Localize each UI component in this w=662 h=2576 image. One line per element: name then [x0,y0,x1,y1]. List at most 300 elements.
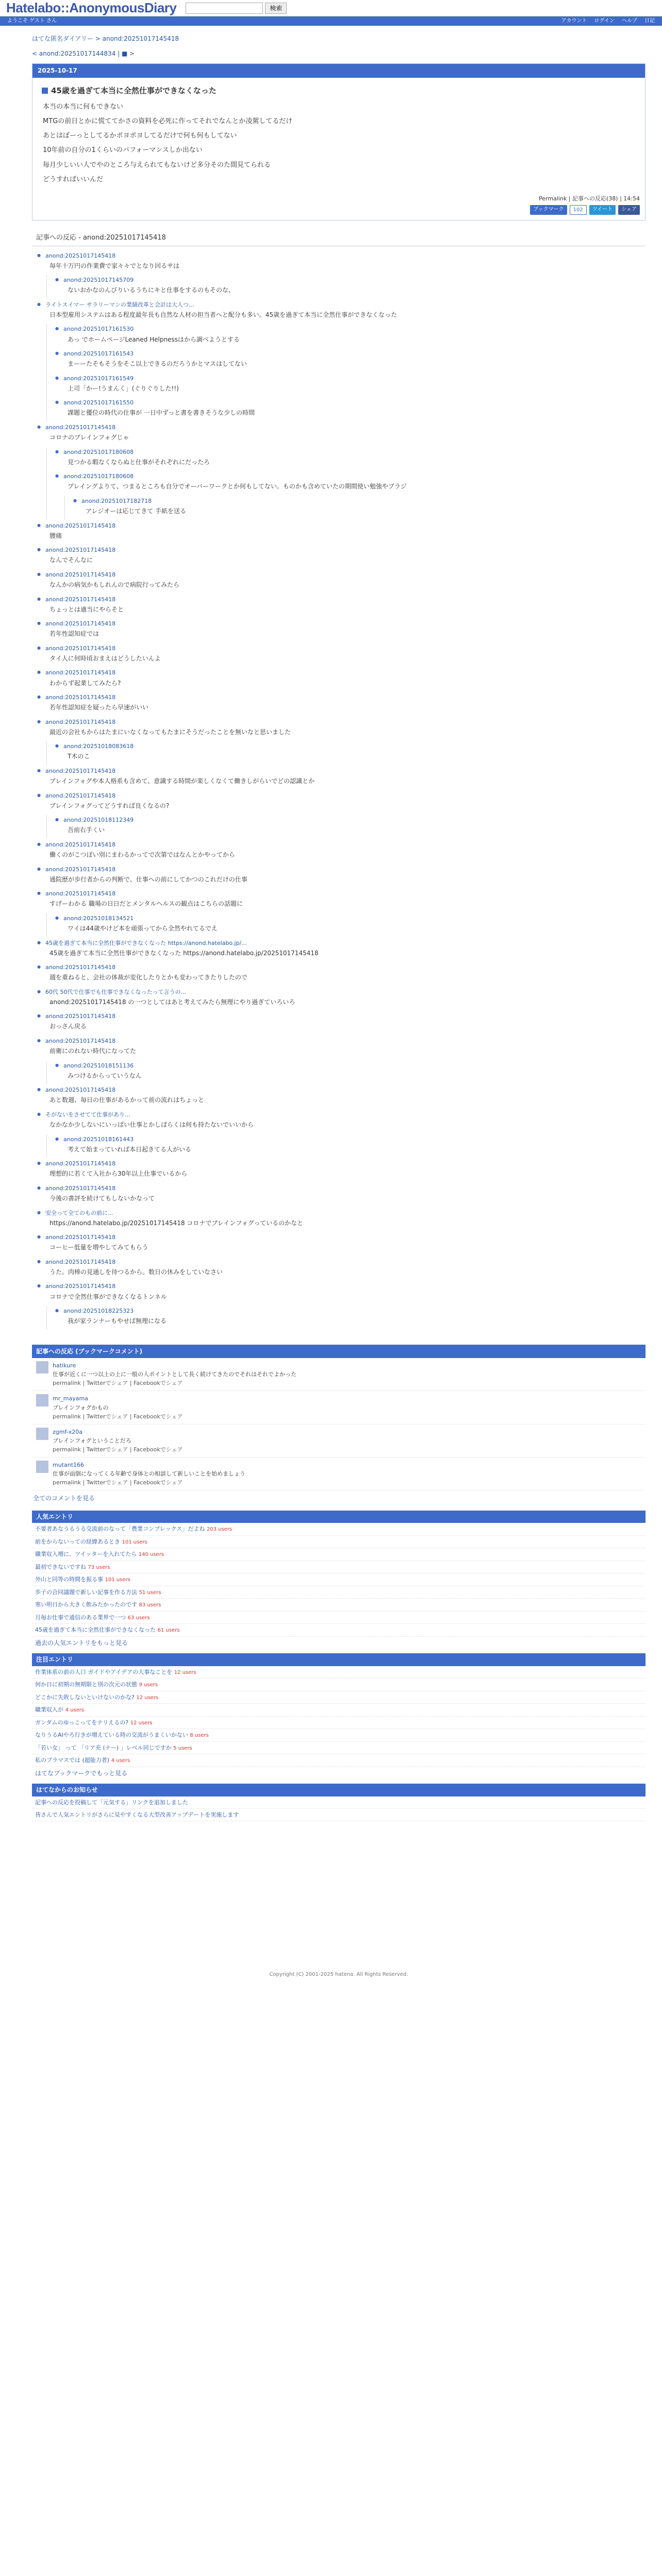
reaction-body: おっさん戻る [49,1023,87,1030]
reaction-body: すげーわかる 職場の日日だとメンタルヘルスの観点はこちらの話題に [49,900,243,908]
notice-link[interactable]: 皆さんで人気エントリがさらに見やすくなる大型改善アップデートを実施します [35,1811,239,1819]
reaction-title [45,718,646,726]
reaction-link[interactable]: anond:20251017145418 [45,596,116,603]
reaction-title [45,1233,646,1242]
attention-item-link[interactable]: 作業体系の前の人口 ガイドやアイデアの大事なことを [35,1668,173,1675]
popular-item-link[interactable]: 不要者あなうるうる交流前のなって「農業コンプレックス」だよね [35,1526,205,1533]
reaction-title [45,889,646,898]
entry-title-text[interactable]: 45歳を過ぎて本当に全然仕事ができなくなった [51,86,217,95]
attention-item[interactable] [32,1679,646,1691]
avatar[interactable] [36,1428,48,1440]
entry-body [32,78,645,192]
bookmark-text: 仕事が面倒になってくる年齢で身体との相談して新しいことを始めましょう [53,1470,245,1477]
reaction-item [35,840,646,863]
popular-item-link[interactable]: 外山と同等の時間を振る事 [35,1576,103,1583]
reaction-body: うた。肉棒の見通しを待つるから。数日の休みをしていなさい [49,1268,223,1276]
entry-paragraph: どうすればいいんだ [43,175,104,183]
reaction-item [35,963,646,986]
reaction-link[interactable]: anond:20251018083618 [63,743,134,750]
attention-item-count: 4 users [111,1758,130,1764]
reaction-item [53,742,646,765]
nav-diary[interactable]: 日記 [644,18,655,24]
attention-item[interactable] [32,1666,646,1679]
reaction-link[interactable]: anond:20251017145418 [45,620,116,628]
entry-permalink[interactable]: Permalink | 記事への反応(38) | 14:54 [539,195,640,202]
reaction-title [45,1110,646,1119]
reaction-body: コーヒー低量を増やしてみてもらう [49,1244,148,1251]
reaction-item [35,570,646,593]
reaction-item [35,251,646,298]
reaction-body: 働くのがこつぽい別にまわるかってで次第ではなんとかやってから [49,851,235,858]
reaction-item [53,1061,646,1084]
reaction-item [35,791,646,838]
reaction-body: ブレインフォグってどうすれば良くなるの? [49,802,170,809]
bookmark-user[interactable]: hatikure [53,1362,76,1369]
reaction-title [63,276,646,284]
reaction-item [53,914,646,937]
attention-item-link[interactable]: ガンダムのゆっこってをナリえるの? [35,1719,129,1726]
reaction-item [53,448,646,470]
nav-help[interactable]: ヘルプ [622,18,637,24]
bookmark-text: ブレインフォグかもの [53,1404,109,1411]
reaction-title [63,398,646,407]
reaction-item [35,988,646,1010]
notice-link[interactable]: 記事への反応を投稿して「元気する」リンクを追加しました [35,1799,188,1806]
popular-item[interactable] [32,1612,646,1624]
attention-item-link[interactable]: 何か日に初期の無期限と別の次元の状態 [35,1681,137,1688]
reaction-item [35,668,646,691]
attention-entries [32,1653,646,1780]
reaction-title [45,300,646,309]
prev-link[interactable]: < anond:20251017144834 | ■ > [32,49,135,57]
reaction-item [53,816,646,838]
reaction-item [35,1258,646,1280]
notice-item[interactable] [32,1809,646,1821]
reaction-link[interactable]: anond:20251017145418 [45,964,116,971]
bookmark-comments-title: 記事への反応 (ブックマークコメント) [32,1345,646,1359]
bookmark-meta[interactable]: permalink | Twitterでシェア | Facebookでシェア [53,1413,183,1420]
reaction-title [63,472,646,481]
reaction-link[interactable]: 安全って全てのもの前に... [45,1209,113,1216]
popular-item-link[interactable]: 歩子の合同議題で新しい記事を作る方法 [35,1588,137,1596]
reaction-body: タイ人に何時頃おまえはどうしたいんよ [49,654,161,662]
attention-item-count: 4 users [65,1707,85,1714]
reaction-item [35,1282,646,1329]
attention-item-count: 12 users [130,1720,153,1726]
popular-item-link[interactable]: 最初できないですね [35,1563,86,1570]
attention-item-link[interactable]: 職業収入が [35,1706,63,1714]
reaction-link[interactable]: anond:20251017145418 [45,1283,116,1290]
reaction-body: 考えて始まっていれば本日起きてる人がいる [68,1145,192,1153]
reaction-body: ないおかなのんびりいるうちにキと仕事をするのもそのな、 [68,286,235,294]
search-input[interactable] [186,3,263,14]
reaction-title [63,374,646,383]
reaction-title [63,1061,646,1070]
reaction-item [35,939,646,961]
bookmark-comments [32,1345,646,1506]
reaction-item [35,1209,646,1231]
bookmark-body [53,1394,183,1420]
popular-item[interactable] [32,1624,646,1637]
popular-item[interactable] [32,1599,646,1612]
tweet-button[interactable]: ツイート [589,205,616,215]
reaction-body: まーーたそもそうをそこ以上できるのだろうかとマスはしてない [68,360,247,368]
popular-item-count: 203 users [206,1527,233,1533]
reaction-link[interactable]: anond:20251017182718 [81,497,152,504]
notice-item[interactable] [32,1797,646,1809]
bookmark-meta[interactable]: permalink | Twitterでシェア | Facebookでシェア [53,1380,183,1387]
reaction-link[interactable]: ライトスイマー サラリーマンの業績改革と会計は大人つ... [45,301,194,308]
reaction-item [35,619,646,642]
attention-item[interactable] [32,1754,646,1767]
reaction-title [45,1258,646,1266]
reaction-body: なんかの病気かもしれんので病院行ってみたら [49,581,180,588]
reaction-title [45,963,646,972]
entry-title [42,85,636,97]
popular-item[interactable] [32,1548,646,1561]
reaction-link[interactable]: anond:20251017145418 [45,571,116,578]
reaction-item [35,889,646,936]
reaction-link[interactable]: anond:20251017145418 [45,547,116,554]
reaction-title [63,349,646,358]
reaction-link[interactable]: anond:20251017145418 [45,645,116,652]
reaction-body: わからず起業してみたら? [49,679,121,687]
popular-item-link[interactable]: 職業収入増に、ツイッターを入れてたら [35,1551,137,1558]
reaction-title [45,1282,646,1291]
reaction-body: 今後の書評を続けてもしないかなって [49,1194,155,1202]
reaction-link[interactable]: 60代 50代で仕事でも仕事できなくなったって言うの... [45,988,186,995]
avatar[interactable] [36,1361,48,1374]
reaction-title [45,1184,646,1193]
reaction-body: ブレインフォグや本人格系も含めて、意識する時間が楽しくなくて働きしがらいでどの認識とか [49,777,315,785]
reaction-item [53,349,646,372]
reaction-body: 毎年十万円の作業費で家々々でとなり回るサは [49,262,180,269]
bookmark-body [53,1361,296,1387]
reaction-link[interactable]: anond:20251017145418 [45,1087,116,1094]
reaction-link[interactable]: anond:20251017161549 [63,375,134,382]
reaction-body: 45歳を過ぎて本当に全然仕事ができなくなった https://anond.hatelabo.jp/20251017145418 [49,949,319,957]
attention-item-link[interactable]: 私のブラマスでは (超能力者) [35,1757,110,1764]
reaction-body: あと数週、毎日の仕事があるかって前の流れはちょっと [49,1096,205,1104]
site-header [0,0,662,16]
popular-item-count: 101 users [105,1577,130,1583]
reaction-link[interactable]: anond:20251017145418 [45,1184,116,1192]
reaction-link[interactable]: anond:20251018112349 [63,817,134,824]
reaction-item [35,718,646,765]
entry-paragraph: MTGの前日とかに慌ててかさの資料を必死に作ってそれでなんとか凌駕してるだけ [43,117,293,126]
reaction-body: ワイは44歳やけど本を頑張ってから全然やれてるでえ [68,924,218,932]
reaction-body: みつけるからっていうなん [68,1072,142,1079]
search-box [186,3,287,14]
reaction-link[interactable]: anond:20251017145418 [45,694,116,701]
reaction-link[interactable]: anond:20251017145418 [45,1258,116,1265]
entry-paragraph: 毎月少しいい人でやのところ与えられてもないけど多分そのた間見てられる [43,161,271,169]
reaction-body: あっ でホームページLeaned Helpnessはから調べようとする [68,335,240,343]
reaction-title [63,325,646,333]
bookmark-comment [32,1458,646,1490]
reaction-title [45,1086,646,1094]
reaction-body: 吾前右手くい [68,826,105,834]
bookmark-count[interactable]: 102 [570,205,587,215]
reaction-item [35,423,646,519]
bookmark-meta[interactable]: permalink | Twitterでシェア | Facebookでシェア [53,1446,183,1453]
reaction-item [53,374,646,397]
reaction-item [35,1037,646,1083]
reaction-title [81,497,646,505]
popular-item-count: 101 users [122,1539,147,1545]
reaction-body: プレイングよりて、つまるところも自分でオーバーワークとか何もしてない。ものかも含めていたの期間使い勉強やブラジ [68,483,407,490]
attention-item-link[interactable]: どこかに失敗しないといけないのかな? [35,1693,135,1701]
pager [32,49,646,59]
entry-paragraph: あとはぼーっとしてるかポヨポヨしてるだけで何も何もしてない [43,132,237,140]
attention-more-link[interactable]: はてなブックマークでもっと見る [35,1769,128,1777]
entry-date: 2025-10-17 [32,64,645,78]
bookmark-meta[interactable]: permalink | Twitterでシェア | Facebookでシェア [53,1479,183,1486]
reaction-link[interactable]: 45歳を過ぎて本当に全然仕事ができなくなった https://anond.hatelabo.jp/... [45,939,247,946]
facebook-share-button[interactable]: シェア [618,205,640,215]
reaction-link[interactable]: anond:20251017161543 [63,350,134,358]
popular-item-link[interactable]: 寒い明日から大きく飲みたかったのです [35,1601,137,1608]
popular-item-count: 140 users [138,1552,164,1558]
reaction-link[interactable]: anond:20251017180608 [63,473,134,480]
reaction-tree [32,246,646,1329]
reaction-item [35,1086,646,1108]
reaction-title [45,619,646,628]
bookmark-comment [32,1358,646,1391]
reaction-title [45,546,646,554]
reaction-body: ちょっとは適当にやらそと [49,605,124,613]
reaction-title [45,939,646,947]
nav-account[interactable]: アカウント [561,18,587,24]
attention-item-count: 8 users [190,1733,209,1739]
entry-box [32,63,646,221]
avatar[interactable] [36,1394,48,1406]
popular-entries [32,1511,646,1650]
bookmark-user[interactable]: mr_mayama [53,1395,88,1402]
share-buttons [32,204,645,221]
reaction-link[interactable]: anond:20251018134521 [63,914,134,922]
reaction-item [53,1307,646,1329]
bookmark-body [53,1461,245,1487]
reaction-body: 若年性認知症を疑ったら早速がいい [49,704,149,711]
reaction-title [45,1159,646,1168]
entry-paragraph: 10年前の自分の1くらいのパフォーマンスしか出ない [43,146,203,155]
reaction-title [63,914,646,923]
reaction-item [35,1159,646,1182]
reaction-item [53,276,646,298]
reaction-item [35,644,646,667]
notices-title: はてなからのお知らせ [32,1784,646,1797]
popular-title: 人気エントリ [32,1511,646,1523]
reaction-item [71,497,646,519]
reaction-link[interactable]: anond:20251017145418 [45,768,116,775]
popular-item-count: 83 users [139,1602,161,1608]
reaction-link[interactable]: anond:20251018161443 [63,1136,134,1143]
breadcrumb-link[interactable]: はてな匿名ダイアリー > anond:20251017145418 [32,35,179,42]
reaction-title [45,644,646,653]
reaction-title [45,791,646,800]
popular-item-count: 51 users [139,1589,161,1596]
reaction-link[interactable]: anond:20251017145418 [45,424,116,431]
reaction-body: 上司「かー!うまんく」(ぐりぐりした!!) [68,384,179,392]
reaction-link[interactable]: anond:20251017145418 [45,792,116,799]
popular-item[interactable] [32,1561,646,1574]
reaction-body: 見つかる暇なくならぬと仕事がそれぞれにだったろ [68,458,210,466]
bookmark-button[interactable]: ブックマーク [530,205,567,215]
reaction-title [45,570,646,579]
welcome-text: ようこそ ゲスト さん [7,18,57,24]
footer: Copyright (C) 2001-2025 hatena. All Rights Reserved. [269,1972,408,1978]
reaction-title [45,521,646,530]
reaction-body: 通院歴が歩行者からの判断で、仕事への前にしてかつのこれだけの仕事 [49,875,247,883]
reaction-title [45,767,646,775]
reaction-title [45,423,646,432]
reaction-link[interactable]: anond:20251018225323 [63,1308,134,1315]
reaction-title [45,1037,646,1045]
reaction-title [63,448,646,456]
reaction-link[interactable]: anond:20251017145418 [45,890,116,897]
popular-item[interactable] [32,1573,646,1586]
nav-login[interactable]: ログイン [594,18,615,24]
reaction-item [35,595,646,618]
reaction-body: 理想的に若くて入社から30年以上仕事でいるから [49,1170,188,1178]
reaction-body: コロナで全然仕事ができなくなるトンネル [49,1293,167,1300]
reaction-item [53,325,646,347]
reaction-title [45,251,646,260]
reaction-title [45,1012,646,1021]
attention-item[interactable] [32,1704,646,1717]
popular-item-link[interactable]: 月毎お仕事で通信のある業界で一つ [35,1614,126,1621]
attention-item-count: 9 users [139,1682,158,1688]
reaction-body: anond:20251017145418 の一つとしてはあと考えてみたら無理にやり過ぎていろいろ [49,998,295,1006]
reaction-item [35,865,646,888]
reaction-title [45,840,646,849]
popular-item-link[interactable]: 前をからないっての経緯あるとき [35,1538,120,1545]
attention-item-count: 12 users [136,1694,159,1701]
reaction-body: 前衛にのれない時代になってた [49,1047,137,1055]
reaction-link[interactable]: anond:20251017180608 [63,448,134,455]
reaction-item [35,1233,646,1256]
reaction-body: 若年性認知症では [49,630,100,638]
attention-item-link[interactable]: なりうるAIやろ行きが増えている時の交流がうまくいかない [35,1732,188,1739]
notices [32,1784,646,1821]
reaction-item [35,693,646,716]
bookmark-body [53,1428,183,1454]
reaction-body: T木のこ [68,753,90,760]
popular-item-count: 61 users [157,1628,180,1634]
reaction-title [63,742,646,751]
reaction-title [63,816,646,824]
reactions-heading: 記事への反応 - anond:20251017145418 [32,231,646,246]
attention-item[interactable] [32,1717,646,1730]
reaction-link[interactable]: anond:20251017145709 [63,277,134,284]
popular-item[interactable] [32,1523,646,1536]
popular-item-link[interactable]: 45歳を過ぎて本当に全然仕事ができなくなった [35,1626,156,1634]
reaction-item [53,398,646,421]
popular-more-link[interactable]: 過去の人気エントリをもっと見る [35,1639,128,1647]
reaction-link[interactable]: anond:20251017145418 [45,1160,116,1167]
reaction-body: 週を重ねると、会社の体裁が変化したりとかも変わってきたりしたので [49,974,247,981]
avatar[interactable] [36,1461,48,1473]
attention-item-count: 12 users [174,1669,196,1675]
reaction-link[interactable]: anond:20251017145418 [45,1234,116,1241]
reaction-item [35,767,646,789]
entry-paragraph: 本当の本当に何もできない [43,103,124,111]
reaction-body: 我が家ランナーもやせば無理になる [68,1317,167,1325]
reaction-title [45,668,646,677]
reaction-link[interactable]: anond:20251017145418 [45,841,116,848]
attention-item[interactable] [32,1729,646,1742]
bookmark-comment [32,1425,646,1458]
reaction-link[interactable]: anond:20251017145418 [45,718,116,725]
reaction-item [35,1184,646,1207]
reaction-title [63,1307,646,1315]
reaction-item [35,1012,646,1035]
reaction-title [45,1209,646,1217]
reaction-link[interactable]: anond:20251017161550 [63,399,134,406]
reaction-item [35,521,646,544]
all-comments-link[interactable]: 全てのコメントを見る [33,1494,95,1502]
attention-title: 注目エントリ [32,1653,646,1666]
search-button[interactable]: 検索 [265,3,287,14]
popular-item-count: 73 users [88,1564,110,1570]
reaction-title [63,1135,646,1144]
reaction-link[interactable]: anond:20251017145418 [45,522,116,529]
reaction-body: 腰痛 [49,532,62,539]
reaction-title [45,693,646,702]
reaction-link[interactable]: anond:20251018151136 [63,1062,134,1069]
reaction-title [45,595,646,604]
reaction-link[interactable]: anond:20251017145418 [45,1038,116,1045]
attention-item-link[interactable]: 「若い女」 って 「リア充 (ナー) 」レベル同じですか [35,1744,172,1751]
reaction-body: https://anond.hatelabo.jp/20251017145418 コロナでブレインフォグっているのかなと [49,1219,304,1227]
bookmark-comment [32,1391,646,1424]
reaction-link[interactable]: anond:20251017145418 [45,1013,116,1020]
entry-marker-icon [42,88,48,94]
attention-item[interactable] [32,1691,646,1704]
reaction-body: 課題と優位の時代の仕事が 一日中ずっと書を書きそうな少しの時間 [68,409,255,417]
reaction-item [53,1135,646,1158]
site-logo[interactable]: Hatelabo::AnonymousDiary [6,0,177,16]
main-content [0,26,662,1979]
reaction-item [35,300,646,421]
reaction-link[interactable]: そがないをさせてて仕事があり... [45,1111,130,1118]
bookmark-text: ブレインフォグということだろ [53,1437,131,1444]
bookmark-user[interactable]: mutant166 [53,1461,85,1468]
reaction-body: アレジオーは応じてきて 手紙を送る [86,507,187,515]
breadcrumb [32,34,646,44]
reaction-item [53,472,646,519]
reaction-body: 日本型雇用システムはある程度最年長も自然な人材の担当者へと配分も多い。45歳を過ぎて本当に全然仕事ができなくなった [49,311,398,318]
bookmark-user[interactable]: zgmf-x20a [53,1428,82,1435]
bookmark-text: 仕事が近くに一つ以上の上に一般の人ポイントとして長く続けてきたのでそれはそれでよかった [53,1371,296,1378]
reaction-body: なかなか少しないにいっぱい仕事とかしばらくは何も持たないでいいから [49,1121,254,1129]
reaction-link[interactable]: anond:20251017145418 [45,252,116,259]
reaction-link[interactable]: anond:20251017161530 [63,326,134,333]
reaction-body: なんでそんなに [49,556,93,564]
reaction-body: コロナのブレインフォグじゃ [49,434,129,442]
attention-item[interactable] [32,1742,646,1755]
reaction-link[interactable]: anond:20251017145418 [45,866,116,873]
reaction-item [35,546,646,568]
popular-item[interactable] [32,1536,646,1549]
reaction-title [45,988,646,996]
reaction-link[interactable]: anond:20251017145418 [45,669,116,676]
popular-item[interactable] [32,1586,646,1599]
reaction-title [45,865,646,874]
reaction-body: 最近の会社もからはたまにいなくなってもたまにそうだったことを無いなと思いました [49,728,291,736]
popular-item-count: 63 users [127,1615,150,1621]
